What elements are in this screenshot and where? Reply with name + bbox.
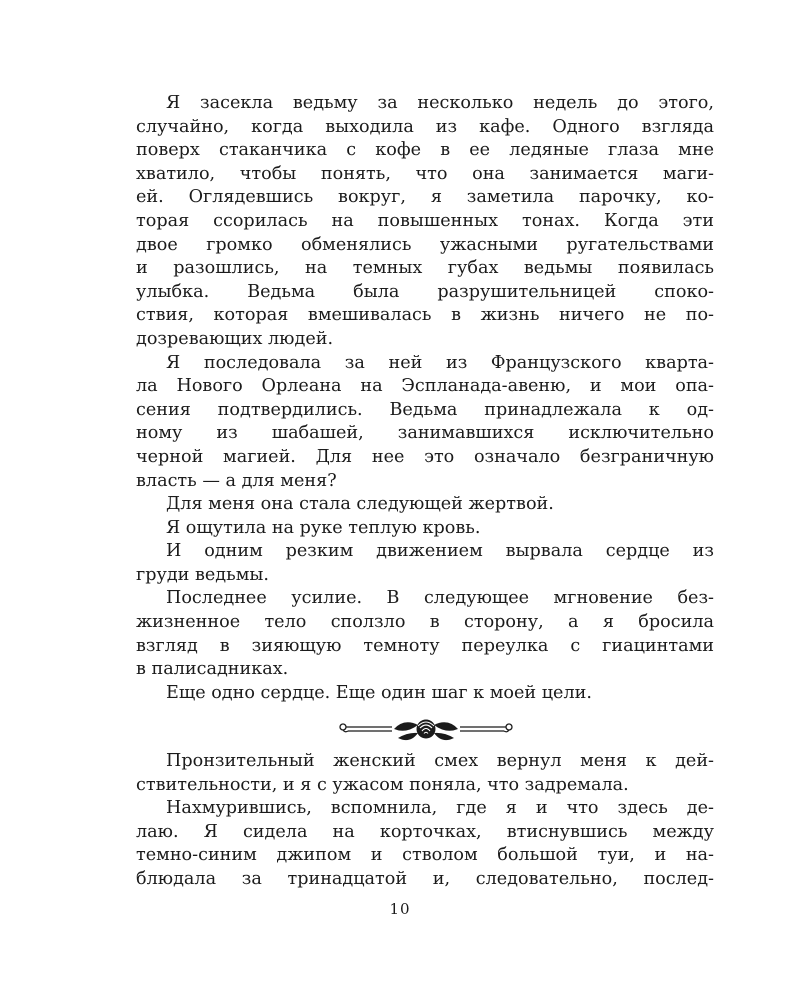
text-line: ей. Оглядевшись вокруг, я заметила парочку, ко- bbox=[136, 187, 714, 208]
page-number: 10 bbox=[389, 900, 411, 918]
text-line: Я ощутила на руке теплую кровь. bbox=[166, 517, 481, 538]
floral-divider-icon bbox=[338, 714, 514, 746]
text-line: груди ведьмы. bbox=[136, 564, 269, 585]
text-line: Еще одно сердце. Еще один шаг к моей цели. bbox=[166, 682, 592, 703]
text-line: случайно, когда выходила из кафе. Одного взгляда bbox=[136, 116, 714, 137]
text-section-1 bbox=[136, 92, 714, 705]
text-line: в палисадниках. bbox=[136, 659, 289, 680]
text-line: и разошлись, на темных губах ведьмы появилась bbox=[136, 258, 714, 279]
text-line: жизненное тело сползло в сторону, а я бросила bbox=[136, 612, 714, 633]
text-line: лаю. Я сидела на корточках, втиснувшись между bbox=[136, 821, 714, 842]
text-line: блюдала за тринадцатой и, следовательно, послед- bbox=[136, 868, 714, 889]
text-line: ному из шабашей, занимавшихся исключительно bbox=[136, 423, 714, 444]
text-line: И одним резким движением вырвала сердце из bbox=[166, 541, 714, 562]
text-line: сения подтвердились. Ведьма принадлежала к од- bbox=[136, 399, 714, 420]
text-line: дозревающих людей. bbox=[136, 328, 334, 349]
text-line: двое громко обменялись ужасными ругательствами bbox=[136, 234, 714, 255]
text-line: улыбка. Ведьма была разрушительницей споко- bbox=[136, 281, 714, 302]
text-line: ствия, которая вмешивалась в жизнь ничего не по- bbox=[136, 305, 714, 326]
text-line: черной магией. Для нее это означало безграничную bbox=[136, 446, 714, 467]
text-line: поверх стаканчика с кофе в ее ледяные глаза мне bbox=[136, 140, 714, 161]
text-line: Нахмурившись, вспомнила, где я и что здесь де- bbox=[166, 798, 714, 819]
text-line: ла Нового Орлеана на Эспланада-авеню, и мои опа- bbox=[136, 376, 714, 397]
text-line: Пронзительный женский смех вернул меня к дей- bbox=[166, 751, 714, 771]
text-section-2 bbox=[136, 750, 714, 892]
text-line: Последнее усилие. В следующее мгновение без- bbox=[166, 588, 714, 609]
text-line: Я засекла ведьму за несколько недель до этого, bbox=[166, 93, 714, 113]
text-line: Я последовала за ней из Французского кварта- bbox=[166, 352, 714, 373]
text-line: темно-синим джипом и стволом большой туи, и на- bbox=[136, 845, 714, 866]
text-line: Для меня она стала следующей жертвой. bbox=[166, 494, 554, 515]
text-line: власть — а для меня? bbox=[136, 470, 337, 491]
text-line: ствительности, и я с ужасом поняла, что задремала. bbox=[136, 774, 629, 795]
text-line: взгляд в зияющую темноту переулка с гиацинтами bbox=[136, 635, 714, 656]
text-line: торая ссорилась на повышенных тонах. Когда эти bbox=[136, 210, 714, 231]
text-line: хватило, чтобы понять, что она занимается маги- bbox=[136, 163, 714, 184]
